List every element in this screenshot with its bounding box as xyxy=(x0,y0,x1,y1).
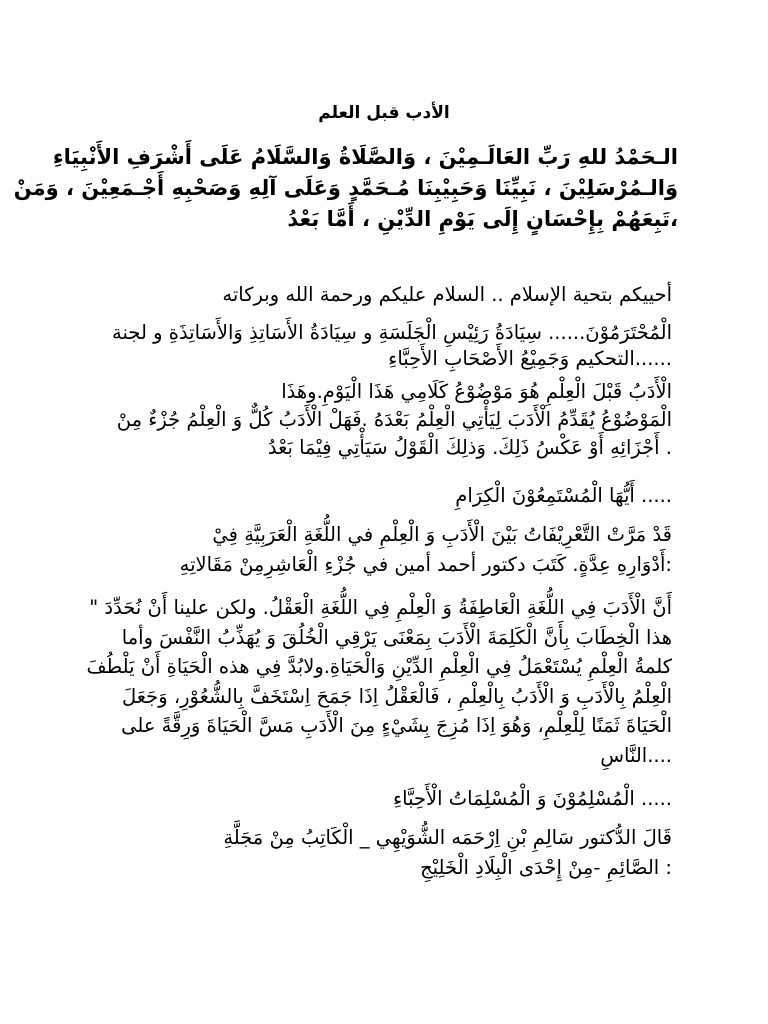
definitions-paragraph xyxy=(92,520,672,580)
definitions-line: :أَدْوَارِهِ عِدَّةٍ. كَتَبَ دكتور أحمد أمين في جُزْءِ الْعَاشِرِمِنْ مَقَالاتِهِ xyxy=(179,553,672,576)
topic-paragraph xyxy=(92,378,672,462)
praise-line: وَالـمُرْسَلِيْنَ ، نَبِيِّنَا وَحَبِيْبِنَا مُـحَمَّدٍ وَعَلَى آلِهِ وَصَحْبِهِ أَجْـمَعِيْنَ ، وَمَنْ xyxy=(13,176,678,200)
respected-line: ......التحكيم وَجَمِيْعُ الأَصْحَابِ الأَحِبَّاءِ xyxy=(388,347,672,370)
quote-line: الْحَيَاةَ ثَمَنًا لِلْعِلْمِ، وَهُوَ اِذَا مُزِجَ بِشَيْءٍ مِنَ الْأَدَبِ مَسَّ الْحَيَاةَ وَرِقَّةً على xyxy=(121,714,672,737)
topic-line: . أَجْزَائِهِ أَوْ عَكْسُ ذَلِكَ. وَذلِكَ الْقَوْلُ سَيَأْتِي فِيْمَا بَعْدُ xyxy=(267,436,672,459)
document-title: الأدب قبل العلم xyxy=(318,103,450,123)
respected-line: الْمُحْتَرَمُوْنَ...... سِيَادَةُ رَئِيْسِ الْجَلَسَةِ و سِيَادَةُ الأَسَاتِذِ وَالأَسَاتِذَةِ و لجنة xyxy=(112,321,672,344)
quote-line: كلمةُ الْعِلْمِ يُسْتَعْمَلُ فِي الْعِلْمِ الدِّيْنِ وَالْحَيَاةِ.ولابُدَّ فِي هذه الْحَيَاةِ أَنْ يَلْطُفَ xyxy=(86,655,672,678)
audience-paragraph xyxy=(92,482,672,510)
greeting-paragraph xyxy=(92,281,672,309)
muslims-line: ..... الْمُسْلِمُوْنَ وَ الْمُسْلِمَاتُ الْأَحِبَّاءِ xyxy=(393,787,672,810)
topic-line: الْأَدَبُ قَبْلَ الْعِلْمِ هُوَ مَوْضُوْعُ كَلَامِي هَذَا الْيَوْمِ.وهَذَا xyxy=(281,380,672,403)
quote-line: الْعِلْمُ بِالْأَدَبِ وَ الْأَدَبُ بِالْعِلْمِ ، فَالْعَقْلُ اِذَا جَمَحَ اِسْتَخَفَّ بِالشُّعُوْرِ، وَجَعَلَ xyxy=(122,684,672,708)
muslims-paragraph xyxy=(92,785,672,813)
respected-paragraph xyxy=(92,320,672,372)
greeting-line: أحييكم بتحية الإسلام .. السلام عليكم ورحمة الله وبركاته xyxy=(222,283,672,306)
audience-line: ..... أَيُّهَا الْمُسْتَمِعُوْنَ الْكِرَامِ xyxy=(455,484,672,507)
praise-line: الـحَمْدُ للهِ رَبِّ العَالَـمِيْنَ ، وَالصَّلَاةُ وَالسَّلَامُ عَلَى أَشْرَفِ الأَنْبِيَاءِ xyxy=(52,145,678,169)
praise-line: ،تَبِعَهُمْ بِإِحْسَانٍ إِلَى يَوْمِ الدِّيْنِ ، أَمَّا بَعْدُ xyxy=(287,207,678,231)
quote2-paragraph xyxy=(92,823,672,883)
topic-line: الْمَوْضُوْعُ يُقَدِّمُ الْأَدَبَ لِيَأْتِي الْعِلْمُ بَعْدَهُ .فَهَلْ الْأَدَبُ كُلٌّ وَ الْعِلْمُ جُزْءٌ مِنْ xyxy=(116,408,672,431)
quote-line: هذا الْخِطَابَ بِأَنَّ الْكَلِمَةَ الْأَدَبَ بِمَعْنَى يَرْقِي الْخُلُقَ وَ يُهَذِّبُ النَّفْسَ وأما xyxy=(121,625,672,649)
quote-line: أَنَّ الْأَدَبَ فِي اللُّغَةِ الْعَاطِفَةُ وَ الْعِلْمِ فِي اللُّغَةِ الْعَقْلُ. ولكن علينا أَنْ نُحَدِّدَ " xyxy=(89,596,672,619)
definitions-line: قَدْ مَرَّتْ التَّعْرِيْفَاتُ بَيْنَ الْأَدَبِ وَ الْعِلْمِ في اللُّغَةِ الْعَرَبِيَّةِ فِيْ xyxy=(212,523,672,546)
quote2-line: قَالَ الدُّكتور سَالِمِ بْنِ اِرْحَمَه الشُّوَيْهِي _ الْكَاتِبُ مِنْ مَجَلَّةِ xyxy=(223,826,672,849)
opening-praise xyxy=(13,142,678,235)
quote-line: ....النَّاسِ xyxy=(600,743,672,767)
quote2-line: : الصَّائِمِ -مِنْ إِحْدَى الْبِلَادِ الْخَلِيْجِ xyxy=(420,856,672,879)
quote-paragraph xyxy=(86,593,672,770)
